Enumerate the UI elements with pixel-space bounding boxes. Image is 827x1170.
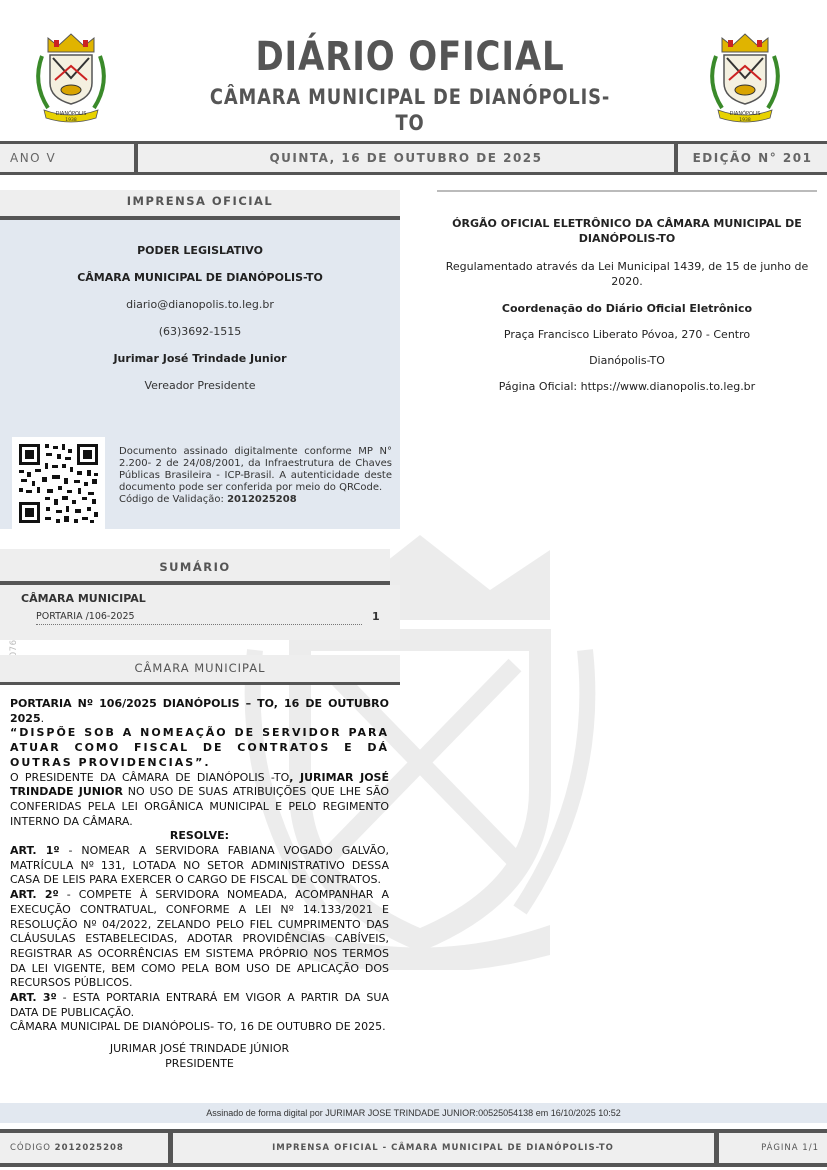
article-3: ART. 3º - ESTA PORTARIA ENTRARÁ EM VIGOR A PARTIR DA SUA DATA DE PUBLICAÇÃO. xyxy=(10,991,389,1019)
summary-box xyxy=(0,585,400,640)
coordination-title: Coordenação do Diário Oficial Eletrônico xyxy=(501,302,753,315)
official-organ-info xyxy=(437,190,817,393)
official-site-link[interactable]: Página Oficial: https://www.dianopolis.to.leg.br xyxy=(498,380,756,393)
svg-text:DIANÓPOLIS: DIANÓPOLIS xyxy=(55,111,87,117)
qr-code[interactable] xyxy=(12,437,105,530)
edition-number: EDIÇÃO N° 201 xyxy=(692,151,813,165)
digital-signature-box xyxy=(0,429,400,529)
article-2: ART. 2º - COMPETE À SERVIDORA NOMEADA, ACOMPANHAR A EXECUÇÃO CONTRATUAL, CONFORME A LEI Nº 14.133/2021 E RESOLUÇÃO Nº 04/2022, ZELANDO PELO FIEL CUMPRIMENTO DAS CLÁUSULAS ESTABELECIDAS, ADOTAR PROVIDÊNCIAS CABÍVEIS, REGISTRAR AS OCORRÊNCIAS EM SISTEMA PRÓPRIO NOS TERMOS DA LEI VIGENTE, BEM COMO PELA BOM USO DE APLICAÇÃO DOS RECURSOS PÚBLICOS. xyxy=(10,888,389,990)
svg-text:DIANÓPOLIS: DIANÓPOLIS xyxy=(729,111,761,117)
branch-name: PODER LEGISLATIVO xyxy=(137,244,263,257)
organ-heading: ÓRGÃO OFICIAL ELETRÔNICO DA CÂMARA MUNICIPAL DE DIANÓPOLIS-TO xyxy=(452,217,802,245)
footer-title: IMPRENSA OFICIAL - CÂMARA MUNICIPAL DE DIANÓPOLIS-TO xyxy=(272,1143,614,1153)
signature-notice xyxy=(119,446,392,506)
summary-item-page: 1 xyxy=(372,610,380,623)
address: Praça Francisco Liberato Póvoa, 270 - Centro xyxy=(503,328,751,341)
date-bar xyxy=(0,141,827,175)
masthead-subtitle: CÂMARA MUNICIPAL DE DIANÓPOLIS-TO xyxy=(209,85,611,135)
imprensa-heading: IMPRENSA OFICIAL xyxy=(0,190,400,220)
president-name-inline: , JURIMAR JOSÉ TRINDADE JUNIOR xyxy=(10,770,389,799)
closing-line: CÂMARA MUNICIPAL DE DIANÓPOLIS- TO, 16 DE OUTUBRO DE 2025. xyxy=(10,1020,386,1034)
issue-date: QUINTA, 16 DE OUTUBRO DE 2025 xyxy=(269,151,543,165)
municipal-crest-right xyxy=(700,28,790,123)
svg-text:1938: 1938 xyxy=(65,118,77,123)
footer-code: CÓDIGO 2012025208 xyxy=(10,1143,124,1153)
resolve-label: RESOLVE: xyxy=(169,829,230,843)
section-heading-camara: CÂMARA MUNICIPAL xyxy=(0,655,400,685)
signer-name: JURIMAR JOSÉ TRINDADE JÚNIOR xyxy=(109,1042,290,1056)
summary-heading: SUMÁRIO xyxy=(0,549,390,585)
imprensa-info xyxy=(0,220,400,442)
contact-email: diario@dianopolis.to.leg.br xyxy=(126,298,274,311)
president-name: Jurimar José Trindade Junior xyxy=(113,352,287,365)
imprensa-oficial-panel xyxy=(0,190,400,505)
year-label: ANO V xyxy=(10,151,57,165)
portaria-intro: O PRESIDENTE DA CÂMARA DE DIANÓPOLIS -TO, JURIMAR JOSÉ TRINDADE JUNIOR NO USO DE SUAS ATRIBUIÇÕES QUE LHE SÃO CONFERIDAS PELA LEI ORGÂNICA MUNICIPAL E PELO REGIMENTO INTERNO DA CÂMARA. xyxy=(10,770,389,828)
masthead-title: DIÁRIO OFICIAL xyxy=(255,34,565,80)
summary-item-link[interactable]: PORTARIA /106-2025 xyxy=(36,610,362,625)
president-title: Vereador Presidente xyxy=(144,379,256,392)
svg-text:1938: 1938 xyxy=(739,118,751,123)
signature-notice-text: Documento assinado digitalmente conforme MP N° 2.200- 2 de 24/08/2001, da Infraestrutura de Chaves Públicas Brasileira - ICP-Brasil. A autenticidade deste documento pode ser conferida por meio do QRCode. xyxy=(119,446,392,493)
signer-role: PRESIDENTE xyxy=(165,1056,234,1070)
article-1: ART. 1º - NOMEAR A SERVIDORA FABIANA VOGADO GALVÃO, MATRÍCULA Nº 131, LOTADA NO SETOR ADMINISTRATIVO DESSA CASA DE LEIS PARA EXERCER O CARGO DE FISCAL DE CONTRATOS. xyxy=(10,844,389,887)
institution-name: CÂMARA MUNICIPAL DE DIANÓPOLIS-TO xyxy=(77,271,323,284)
page-footer xyxy=(0,1129,827,1167)
validation-label: Código de Validação: xyxy=(119,494,224,505)
municipal-crest-left xyxy=(26,28,116,123)
masthead xyxy=(160,32,660,136)
portaria-ementa: “DISPÕE SOB A NOMEAÇÃO DE SERVIDOR PARA ATUAR COMO FISCAL DE CONTRATOS E DÁ OUTRAS PROVIDENCIAS”. xyxy=(10,726,389,769)
validation-code: 2012025208 xyxy=(227,494,297,505)
city: Dianópolis-TO xyxy=(589,354,665,367)
portaria-article: PORTARIA Nº 106/2025 DIANÓPOLIS – TO, 16 DE OUTUBRO 2025. “DISPÕE SOB A NOMEAÇÃO DE SERVIDOR PARA ATUAR COMO FISCAL DE CONTRATOS E DÁ OUTRAS PROVIDENCIAS”. O PRESIDENTE DA CÂMARA DE DIANÓPOLIS -TO, JURIMAR JOSÉ TRINDADE JUNIOR NO USO DE SUAS ATRIBUIÇÕES QUE LHE SÃO CONFERIDAS PELA LEI ORGÂNICA MUNICIPAL E PELO REGIMENTO INTERNO DA CÂMARA. RESOLVE: ART. 1º - NOMEAR A SERVIDORA FABIANA VOGADO GALVÃO, MATRÍCULA Nº 131, LOTADA NO SETOR ADMINISTRATIVO DESSA CASA DE LEIS PARA EXERCER O CARGO DE FISCAL DE CONTRATOS. ART. 2º - COMPETE À SERVIDORA NOMEADA, ACOMPANHAR A EXECUÇÃO CONTRATUAL, CONFORME A LEI Nº 14.133/2021 E RESOLUÇÃO Nº 04/2022, ZELANDO PELO FIEL CUMPRIMENTO DAS CLÁUSULAS ESTABELECIDAS, ADOTAR PROVIDÊNCIAS CABÍVEIS, REGISTRAR AS OCORRÊNCIAS EM SISTEMA PRÓPRIO NOS TERMOS DA LEI VIGENTE, BEM COMO PELA BOM USO DE APLICAÇÃO DOS RECURSOS PÚBLICOS. ART. 3º - ESTA PORTARIA ENTRARÁ EM VIGOR A PARTIR DA SUA DATA DE PUBLICAÇÃO. CÂMARA MUNICIPAL DE DIANÓPOLIS- TO, 16 DE OUTUBRO DE 2025. JURIMAR JOSÉ TRINDADE JÚNIOR PRESIDENTE xyxy=(10,697,389,1070)
portaria-title: PORTARIA Nº 106/2025 DIANÓPOLIS – TO, 16 DE OUTUBRO 2025 xyxy=(10,697,389,725)
footer-page-number: PÁGINA 1/1 xyxy=(761,1143,819,1153)
regulation-text: Regulamentado através da Lei Municipal 1439, de 15 de junho de 2020. xyxy=(445,260,809,288)
divider xyxy=(437,190,817,192)
contact-phone: (63)3692-1515 xyxy=(158,325,242,338)
summary-section: CÂMARA MUNICIPAL xyxy=(21,592,146,605)
digital-signature-line: Assinado de forma digital por JURIMAR JOSE TRINDADE JUNIOR:00525054138 em 16/10/2025 10:52 xyxy=(0,1103,827,1123)
footer-code-value: 2012025208 xyxy=(54,1143,124,1153)
